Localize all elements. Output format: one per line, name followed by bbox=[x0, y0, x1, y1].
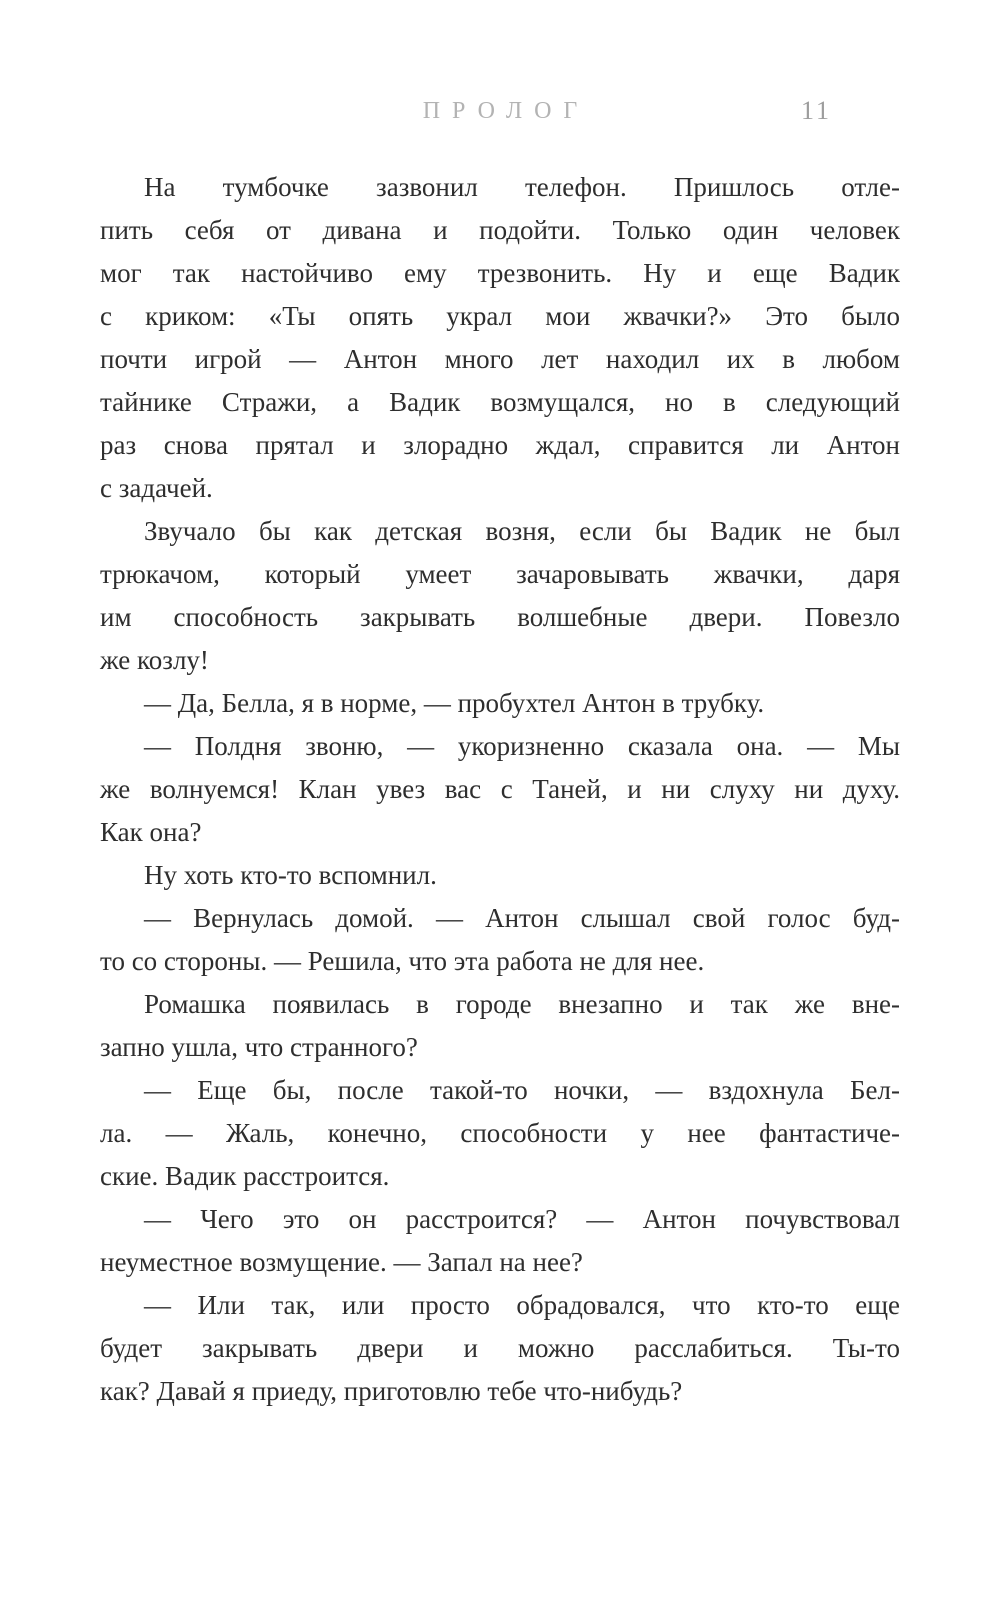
text-line: же козлу! bbox=[100, 645, 209, 675]
text-line: мог так настойчиво ему трезвонить. Ну и еще Вадик bbox=[100, 258, 900, 288]
text-line: — Да, Белла, я в норме, — пробухтел Антон в трубку. bbox=[144, 688, 765, 718]
paragraph bbox=[100, 897, 900, 983]
text-line: — Еще бы, после такой-то ночки, — вздохнула Бел- bbox=[144, 1075, 900, 1105]
paragraph bbox=[100, 725, 900, 854]
text-line: раз снова прятал и злорадно ждал, справится ли Антон bbox=[100, 430, 900, 460]
paragraph bbox=[100, 1069, 900, 1198]
paragraph bbox=[100, 682, 900, 725]
text-line: тайнике Стражи, а Вадик возмущался, но в следующий bbox=[100, 387, 900, 417]
text-line: как? Давай я приеду, приготовлю тебе что-нибудь? bbox=[100, 1376, 683, 1406]
text-line: — Чего это он расстроится? — Антон почувствовал bbox=[144, 1204, 900, 1234]
text-line: запно ушла, что странного? bbox=[100, 1032, 418, 1062]
page-number: 11 bbox=[800, 96, 832, 125]
text-line: с криком: «Ты опять украл мои жвачки?» Это было bbox=[100, 301, 900, 331]
text-line: Ромашка появилась в городе внезапно и так же вне- bbox=[144, 989, 900, 1019]
page-header bbox=[100, 98, 900, 132]
text-line: ские. Вадик расстроится. bbox=[100, 1161, 390, 1191]
paragraph bbox=[100, 983, 900, 1069]
text-line: Как она? bbox=[100, 817, 202, 847]
paragraph bbox=[100, 166, 900, 510]
page-body bbox=[100, 166, 900, 1413]
paragraph bbox=[100, 510, 900, 682]
text-line: же волнуемся! Клан увез вас с Таней, и ни слуху ни духу. bbox=[100, 774, 900, 804]
text-line: будет закрывать двери и можно расслабиться. Ты-то bbox=[100, 1333, 900, 1363]
text-line: им способность закрывать волшебные двери. Повезло bbox=[100, 602, 900, 632]
text-line: На тумбочке зазвонил телефон. Пришлось отле- bbox=[144, 172, 900, 202]
text-line: — Полдня звоню, — укоризненно сказала она. — Мы bbox=[144, 731, 900, 761]
text-line: с задачей. bbox=[100, 473, 213, 503]
text-line: Ну хоть кто-то вспомнил. bbox=[144, 860, 437, 890]
text-line: — Вернулась домой. — Антон слышал свой голос буд- bbox=[144, 903, 900, 933]
text-line: неуместное возмущение. — Запал на нее? bbox=[100, 1247, 583, 1277]
text-line: почти игрой — Антон много лет находил их в любом bbox=[100, 344, 900, 374]
text-line: ла. — Жаль, конечно, способности у нее фантастиче- bbox=[100, 1118, 900, 1148]
text-line: трюкачом, который умеет зачаровывать жвачки, даря bbox=[100, 559, 900, 589]
paragraph bbox=[100, 854, 900, 897]
text-line: то со стороны. — Решила, что эта работа не для нее. bbox=[100, 946, 705, 976]
text-line: Звучало бы как детская возня, если бы Вадик не был bbox=[144, 516, 900, 546]
chapter-title: ПРОЛОГ bbox=[422, 98, 590, 124]
paragraph bbox=[100, 1284, 900, 1413]
text-line: пить себя от дивана и подойти. Только один человек bbox=[100, 215, 900, 245]
text-line: — Или так, или просто обрадовался, что кто-то еще bbox=[144, 1290, 900, 1320]
paragraph bbox=[100, 1198, 900, 1284]
